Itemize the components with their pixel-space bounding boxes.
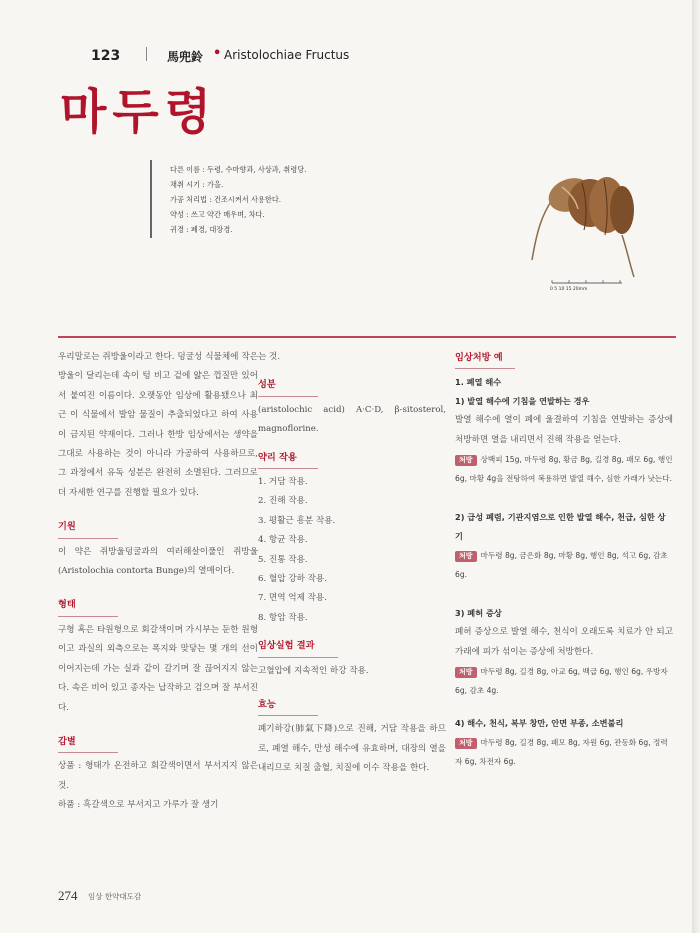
info-line: 다른 이름 : 두령, 수마향과, 사상과, 취령당. — [170, 165, 307, 174]
clinical-heading: 임상실험 결과 — [258, 636, 338, 657]
list-item: 7. 면역 억제 작용. — [258, 593, 327, 604]
list-item: 1. 거담 작용. — [258, 477, 308, 488]
prescription-text: 상백피 15g, 마두령 8g, 황금 8g, 길경 8g, 패모 6g, 행인 6g, 마황 4g을 전탕하여 복용하면 발열 해수, 심한 가래가 낫는다. — [455, 455, 673, 484]
section-4-prescription — [455, 733, 673, 771]
specimen-photo — [512, 165, 662, 300]
origin-text: 이 약은 쥐방울덩굴과의 여러해살이풀인 쥐방울(Aristolochia contorta Bunge)의 열매이다. — [58, 546, 258, 577]
info-line: 약성 : 쓰고 약간 매우며, 차다. — [170, 210, 265, 219]
continued-text: 는 것. — [258, 352, 281, 362]
section-1-prescription — [455, 450, 673, 488]
components-text: (aristolochic acid) A·C·D, β-sitosterol, magnoflorine. — [258, 404, 446, 435]
prescription-badge: 처방 — [455, 738, 477, 749]
column-3 — [455, 348, 673, 771]
list-item: 5. 진통 작용. — [258, 554, 308, 565]
intro-text: 우리말로는 쥐방울이라고 한다. 덩굴성 식물체에 작은 방울이 달리는데 속이 텅 비고 겉에 얇은 껍질만 있어서 붙여진 이름이다. 오랫동안 임상에 활용됐으나 최근 이 식물에서 발암 물질이 추출되었다고 하여 사용이 금지된 약재이다. 그러나 한방 임상에서는 생약을 그대로 사용하는 것이 아니라 가공하여 사용하므로, 그 과정에서 유독 성분은 완전히 소멸된다. 그러므로 더 자세한 연구를 진행할 필요가 있다. — [58, 352, 258, 498]
grade-good-text: 상품 : 형태가 온전하고 회갈색이면서 부서지지 않은 것. — [58, 761, 258, 791]
prescription-badge: 처방 — [455, 551, 477, 562]
latin-name: Aristolochiae Fructus — [224, 48, 350, 62]
list-item: 8. 항암 작용. — [258, 612, 308, 623]
form-heading: 형태 — [58, 595, 118, 616]
efficacy-text: 폐기하강(肺氣下降)으로 진해, 거담 작용을 하므로, 폐열 해수, 만성 해수에 유효하며, 대장의 열을 내리므로 치질 출혈, 치질에 이수 작용을 한다. — [258, 724, 446, 774]
header-bullet: • — [213, 46, 222, 61]
herb-info — [170, 162, 306, 237]
section-4-subtitle: 4) 해수, 천식, 복부 창만, 안면 부종, 소변불리 — [455, 718, 624, 729]
prescription-badge: 처방 — [455, 455, 477, 466]
clinical-text: 고혈압에 지속적인 하강 작용. — [258, 665, 369, 676]
column-1 — [58, 348, 258, 816]
page-binding-shadow — [692, 0, 700, 933]
section-3-subtitle: 3) 폐허 증상 — [455, 608, 502, 619]
prescription-text: 마두령 8g, 길경 8g, 아교 6g, 백급 6g, 행인 6g, 우방자 6g, 감초 4g. — [455, 667, 668, 696]
column-2 — [258, 348, 446, 779]
section-1-title: 1. 폐열 해수 — [455, 377, 502, 388]
efficacy-heading: 효능 — [258, 695, 318, 716]
page-title: 마두령 — [60, 84, 218, 140]
section-3-desc: 폐허 증상으로 발열 해수, 천식이 오래도록 치료가 안 되고 가래에 피가 섞이는 증상에 처방한다. — [455, 627, 673, 657]
scale-label: 0 5 10 15 20mm — [550, 287, 588, 292]
pharmacology-heading: 약리 작용 — [258, 448, 318, 469]
section-1-desc: 발열 해수에 열이 폐에 울결하여 기침을 연발하는 증상에 처방하면 열을 내리면서 진해 작용을 얻는다. — [455, 415, 673, 445]
section-2-subtitle: 2) 급성 폐렴, 기관지염으로 인한 발열 해수, 천급, 심한 상기 — [455, 512, 666, 542]
info-line: 귀경 : 폐경, 대장경. — [170, 225, 233, 234]
prescription-badge: 처방 — [455, 667, 477, 678]
pharmacology-list — [258, 473, 446, 628]
hanja-name: 馬兜鈴 — [167, 50, 204, 64]
page-number: 274 — [58, 888, 78, 903]
grade-heading: 감별 — [58, 732, 118, 753]
prescription-heading: 임상처방 예 — [455, 348, 515, 369]
book-title: 임상 한약대도감 — [88, 892, 142, 901]
section-3-prescription — [455, 662, 673, 700]
entry-number: 123 — [91, 48, 121, 64]
components-heading: 성분 — [258, 375, 318, 396]
grade-bad-text: 하품 : 흑갈색으로 부서지고 가루가 잘 생기 — [58, 800, 219, 811]
origin-heading: 기원 — [58, 517, 118, 538]
info-line: 채취 시기 : 가을. — [170, 180, 224, 189]
list-item: 6. 혈압 강하 작용. — [258, 573, 327, 584]
info-line: 가공 처리법 : 건조시켜서 사용한다. — [170, 195, 282, 204]
list-item: 3. 평활근 흥분 작용. — [258, 515, 336, 526]
header-divider — [146, 47, 147, 61]
prescription-text: 마두령 8g, 길경 8g, 패모 8g, 자원 6g, 관동화 6g, 정력자 6g, 차전자 6g. — [455, 738, 668, 767]
section-2-prescription — [455, 546, 673, 584]
list-item: 4. 항균 작용. — [258, 535, 308, 546]
list-item: 2. 진해 작용. — [258, 496, 308, 507]
section-rule — [58, 336, 676, 338]
section-1-subtitle: 1) 발열 해수에 기침을 연발하는 경우 — [455, 396, 590, 407]
form-text: 구형 혹은 타원형으로 회갈색이며 가시부는 둔한 원형이고 과실의 외측으로는 폭지와 맞닿는 몇 개의 선이 이어지는데 가는 실과 같이 갈기며 잘 끊어지지 않는다. 속은 비어 있고 종자는 납작하고 검으며 잘 부서진다. — [58, 624, 258, 713]
info-bar — [150, 160, 152, 238]
prescription-text: 마두령 8g, 금은화 8g, 마황 8g, 행인 8g, 석고 6g, 감초 6g. — [455, 551, 668, 580]
